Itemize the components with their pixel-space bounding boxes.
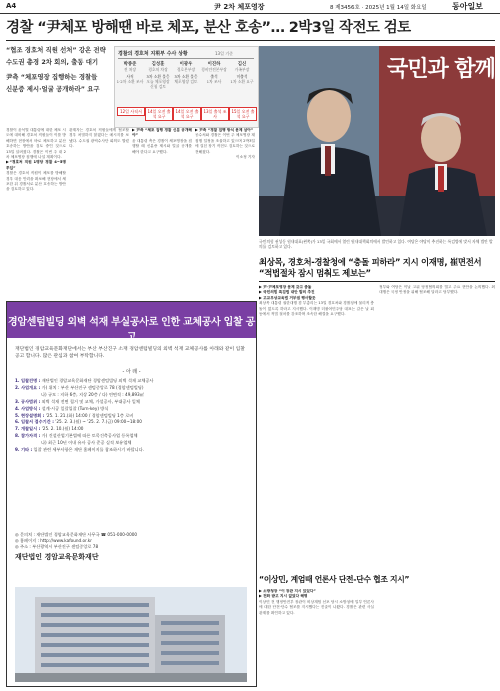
column-1-status: 사직 — [126, 74, 134, 79]
article-bullet-1: ▶“경호처 직원 1명당 경찰 4~5명 투입” — [6, 160, 66, 170]
third-article-headline: “이상민, 계엄때 언론사 단전-단수 협조 지시” — [259, 575, 410, 584]
article-column-4 — [195, 128, 255, 298]
article-col3-text: 윤 대통령 측은 경찰이 체포영장을 집행할 때 신분증 제시와 얼굴 공개를 해야 한다고 요구했다. — [132, 138, 192, 154]
subhead-4: 신분증 제시·얼굴 공개하라” 요구 — [6, 84, 100, 93]
byline: 이소정 기자 — [236, 155, 255, 160]
infographic-rule — [118, 58, 254, 59]
column-2 — [144, 61, 172, 89]
ad-contact-phone: ◎ 문의처 : 재단법인 경암교육문화재단 사무국 ☎ 051-000-0000 — [15, 532, 138, 537]
article-col4-text: 공수처와 경찰은 이번 주 체포영장 재집행 일정을 조율하고 있으며 2박3일에 걸친 장기 작전도 검토하는 것으로 전해졌다. — [195, 133, 255, 154]
second-article-bullet-1: ▶ 尹·尹체포영장 문제 갖고 충돌 — [259, 285, 312, 289]
second-article-left — [259, 285, 374, 565]
second-article-text: 최상목 대통령 권한대행 겸 부총리는 13일 경호처와 경찰청에 물리적 충돌이 없도록 하라고 지시했다. 이재명 더불어민주당 대표는 같은 날 회동에서 적법 절차를 강조하며 조속한 해결을 요구했다. — [259, 301, 374, 317]
article-column-3 — [132, 128, 192, 298]
column-3-name: 이광우 — [179, 62, 193, 67]
second-article-divider — [259, 281, 495, 282]
bid-advertisement — [6, 301, 257, 687]
ad-item: 9. 기타 : 입찰 관련 세부사항은 재단 홈페이지를 참조하시기 바랍니다. — [15, 447, 144, 453]
photo-backdrop-sign: 국민과 함께 — [387, 57, 495, 82]
ad-intro: 재단법인 경암교육문화재단에서는 부산 부산진구 소재 경암센텀빌딩의 외벽 석재 교체공사를 아래와 같이 입찰 공고 합니다. 많은 관심과 참여 부탁합니다. — [15, 347, 245, 359]
ad-item: 6. 입찰서 접수기간 : '25. 2. 3.(월) ~ '25. 2. 7.(금) 09:00~18:00 — [15, 419, 142, 425]
second-article-headline: 최상목, 경호처-경찰청에 “충돌 피하라” 지시 이재명, 崔면전서 “적법절차 잠시 멈춰도 제보는” — [259, 257, 482, 278]
third-article-bullet-1: ▶ 소방청장 “이 장관 지시 있었다” — [259, 589, 316, 593]
ad-contact — [15, 532, 255, 560]
column-5-badge: 15일 오전 출석 요구 — [229, 107, 257, 121]
article-bullet-2: ▶ 尹측 “체포 집행 경찰 신분 공개해야” — [132, 128, 192, 138]
news-photo — [259, 46, 495, 236]
page-header — [0, 0, 500, 14]
article-column-2 — [69, 128, 129, 298]
article-bullet-3: ▶ 尹측 “경찰 집행 방식 문제 삼아” — [195, 128, 254, 132]
column-4-name: 이진하 — [207, 62, 221, 67]
main-headline: 경찰 “尹체포 방해땐 바로 체포, 분산 호송”… 2박3일 작전도 검토 — [6, 20, 411, 36]
investigation-infographic — [114, 46, 259, 128]
third-article-bullet-2: ▶ 전화 받고 지시 없었다 해명 — [259, 594, 308, 599]
column-1 — [116, 61, 144, 84]
column-2-name: 김성훈 — [151, 62, 165, 67]
infographic-title: 경찰의 경호처 지휘부 수사 상황 — [118, 51, 188, 57]
column-1-name: 박종준 — [123, 62, 137, 67]
column-1-role: 전 처장 — [123, 67, 137, 72]
ad-item: 7. 개찰일시 : '25. 2. 10.(월) 14:00 — [15, 426, 84, 432]
ad-item: 8. 참가자격 : 가) 건설산업기본법에 따른 토목건축공사업 등록업체 — [15, 433, 138, 439]
article-col2-text: 관계자는 경호처 직원들에게 협조할 경우 처벌하지 않겠다는 메시지를 보냈다. 수도권 광역수사단 회의도 열렸다. — [69, 128, 129, 149]
column-4-note: 1차 조사 — [206, 79, 222, 84]
column-4-badge: 13일 출석 조사 — [201, 107, 229, 121]
column-4 — [200, 61, 228, 84]
article-col1b-text: 경찰은 경호처 직원이 체포를 방해할 경우 대응 인력을 확보해 현장에서 체포한 뒤 경찰서로 분산 호송하는 방안을 검토하고 있다. — [6, 171, 66, 192]
column-5-name: 김신 — [237, 62, 247, 67]
second-article-right — [379, 285, 495, 565]
second-article-bullet-3: ▶ 고교무상교육법 거부권 행사할듯 — [259, 295, 316, 300]
headline-divider — [6, 40, 495, 41]
third-article-text: 이상민 전 행정안전부 장관이 비상계엄 선포 당시 소방청에 일부 언론사에 대한 단전·단수 협조를 지시했다는 진술이 나왔다. 경찰은 관련 사실관계를 확인하고 있다. — [259, 599, 374, 615]
ad-item: 3. 공사범위 : 외벽 석재 전면 철거 및 교체, 가설공사, 부대공사 일체 — [15, 398, 140, 404]
column-5-note: 1차 소환 요구 — [230, 79, 254, 84]
column-1-note: 1·2차 소환 조사 — [116, 79, 144, 84]
second-article-bullet-2: ▶ 국민의힘 특검법 대안 발의 추진 — [259, 290, 315, 295]
ad-contact-website: ◎ 홈페이지 : http://www.kafound.or.kr — [15, 538, 92, 543]
column-3-badge: 14일 오전 출석 요구 — [173, 107, 201, 121]
second-article — [259, 257, 495, 317]
column-1-badge: 12일 사직서 — [117, 107, 145, 116]
ad-item-list — [15, 378, 251, 454]
ad-item: 4. 사업방식 : 설계·시공 일괄입찰 (Turn-key) 방식 — [15, 405, 109, 411]
subhead-1: “협조 경호처 직원 선처” 강온 전략 — [6, 46, 106, 54]
column-5 — [228, 61, 256, 84]
column-3-note: 체포영장 검토 — [174, 79, 198, 84]
ad-item: 2. 사업개요 : 가) 위치 : 부산 부산진구 센텀중앙로 78 (경암센텀빌딩) — [15, 384, 144, 390]
article-column-1 — [6, 128, 66, 298]
column-3-status: 3차 소환 불응 — [174, 74, 198, 79]
column-5-role: 가족부장 — [234, 67, 250, 72]
subheads — [6, 46, 111, 96]
subhead-3: 尹측 “체포영장 집행하는 경찰들 — [6, 73, 98, 81]
infographic-date: 13일 기준 — [215, 51, 233, 56]
issue-info: 8 제3456호 · 2025년 1월 14일 화요일 — [330, 5, 427, 11]
newspaper-logo: 동아일보 — [452, 1, 483, 11]
ad-item: 나) 최근 10년 이내 유사 공사 준공 실적 보유업체 — [41, 440, 132, 446]
photo-caption: 국민의힘 권성동 원내대표(왼쪽)가 13일 국회에서 열린 원내대책회의에서 발언하고 있다. 여당은 야당이 추진하는 특검법에 맞서 자체 법안 발의를 검토하고 있다. — [259, 239, 493, 249]
subhead-2: 수도권 총경 2차 회의, 출동 대기 — [6, 57, 99, 66]
ad-separator: - 아 래 - — [122, 369, 141, 375]
second-article-right-text: 정부와 여당은 이날 고위 당정협의회를 열고 주요 현안을 논의했다. 최 대행은 국정 안정을 위해 협조해 달라고 당부했다. — [379, 285, 495, 295]
column-5-status: 미출석 — [236, 74, 248, 79]
column-2-badge: 14일 오전 출석 요구 — [145, 107, 173, 121]
article-col1-text: 경찰이 윤석열 대통령에 대한 체포 시도에 대비해 경호처 직원들이 이를 방해하면 현장에서 바로 체포하고 분산 호송하는 방안을 검토 중인 것으로 13일 알려졌다. 경찰은 이번 주 내 2차 체포영장 집행에 나설 계획이다. — [6, 128, 66, 160]
building-illustration — [15, 587, 247, 682]
ad-item: 5. 현장설명회 : '25. 1. 21.(화) 14:00 / 경암센텀빌딩 1층 로비 — [15, 412, 134, 418]
ad-title: 경암센텀빌딩 외벽 석재 부실공사로 인한 교체공사 입찰 공고 — [8, 317, 255, 343]
column-4-role: 경비안전본부장 — [201, 67, 227, 72]
third-article — [259, 575, 495, 615]
column-2-role: 경호처 차장 — [148, 67, 168, 72]
section-label: 尹 2차 체포영장 — [214, 3, 265, 11]
column-3 — [172, 61, 200, 84]
column-3-role: 경호본부장 — [176, 67, 196, 72]
column-4-status: 출석 — [210, 74, 218, 79]
column-2-note: 오늘 체포영장 신청 검토 — [146, 79, 170, 89]
ad-item: 1. 입찰건명 : 재단법인 경암교육문화재단 경암센텀빌딩 외벽 석재 교체공사 — [15, 378, 154, 383]
third-article-left — [259, 589, 374, 685]
page-number: A4 — [6, 2, 17, 10]
ad-organization: 재단법인 경암교육문화재단 — [15, 553, 99, 561]
column-2-status: 3차 소환 불응 — [146, 74, 170, 79]
ad-item: 나) 규모 : 지하 6층, 지상 20층 / 다) 연면적 : 49,893㎡ — [41, 391, 144, 397]
ad-contact-address: ◎ 주소 : 부산광역시 부산진구 센텀중앙로 78 — [15, 544, 99, 549]
